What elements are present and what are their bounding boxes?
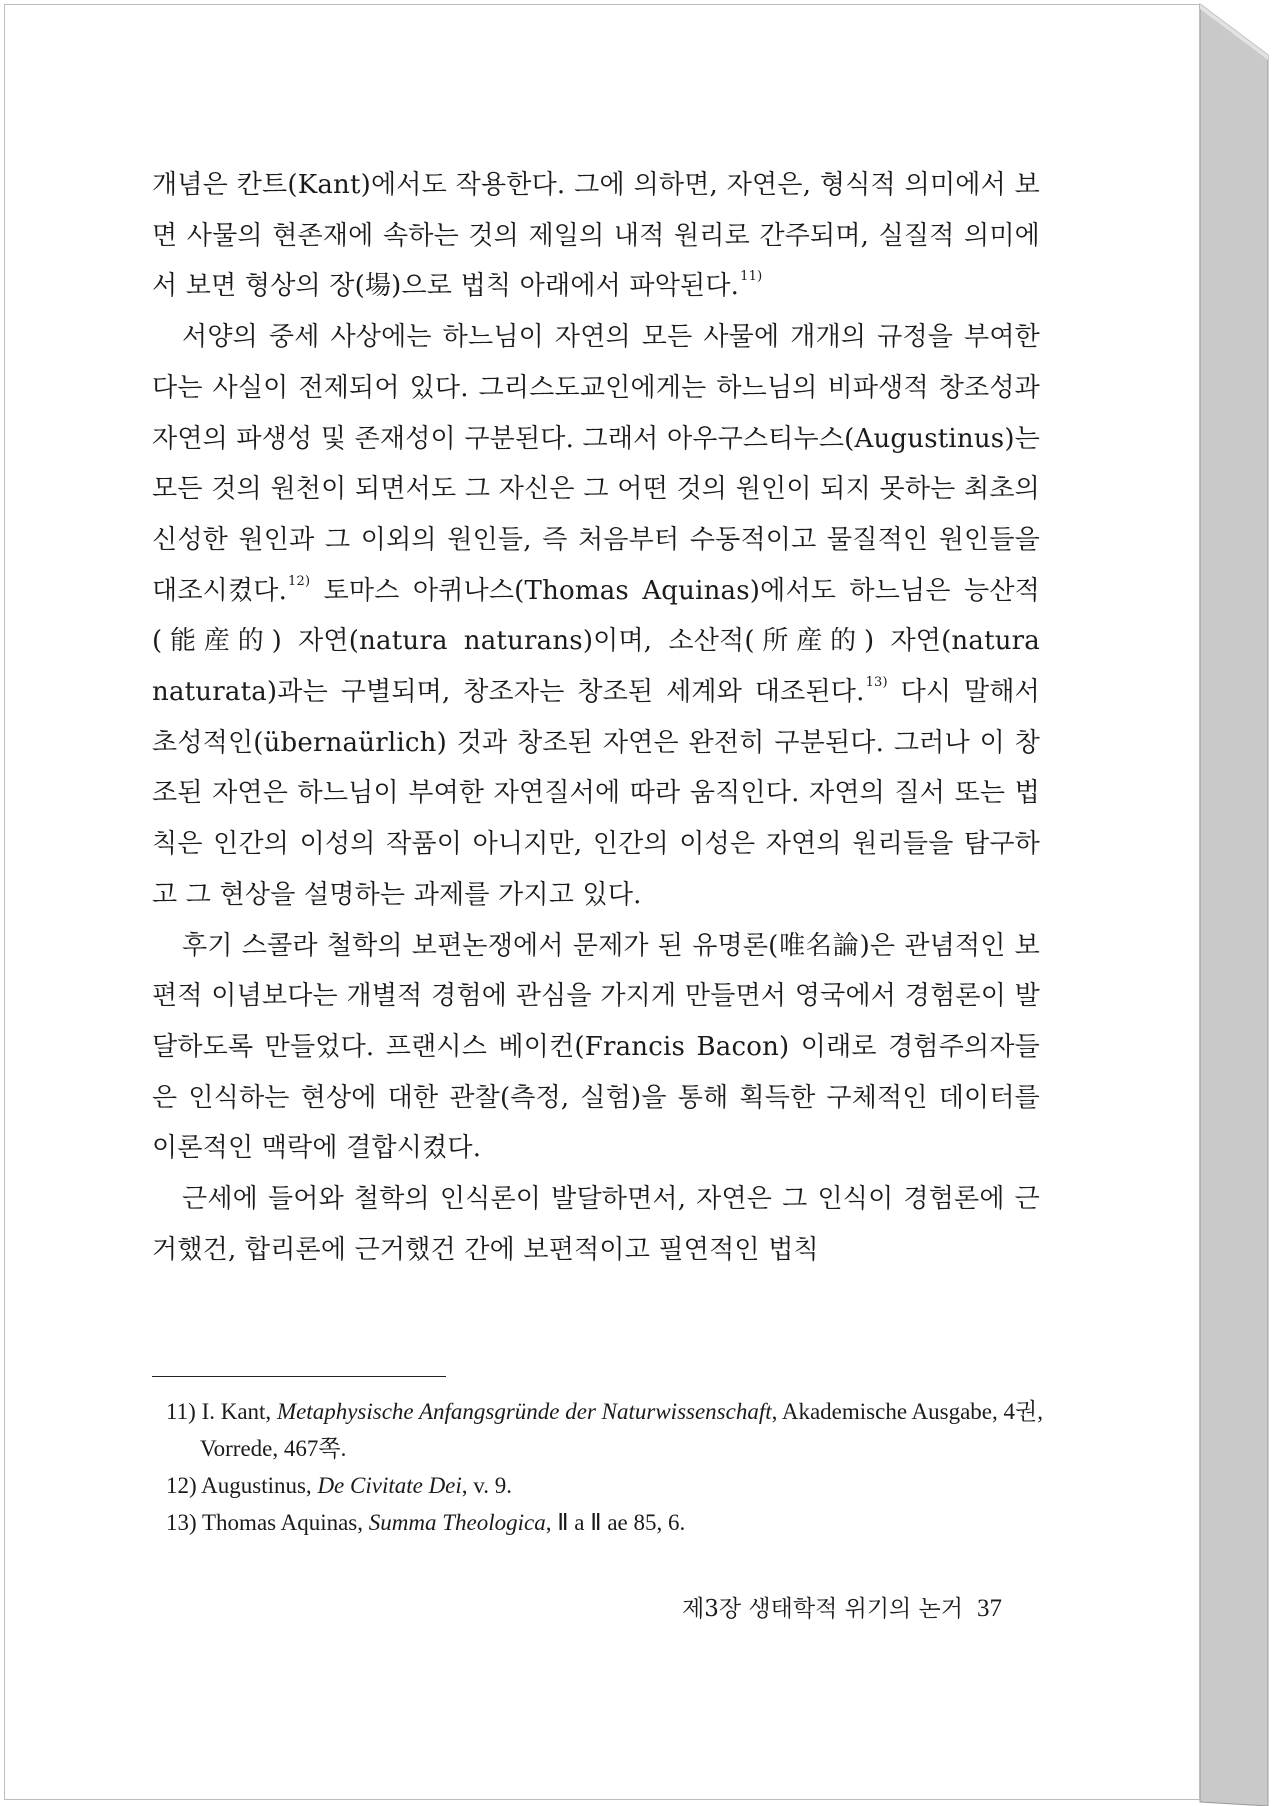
footnote-number: 11) (166, 1399, 202, 1424)
footnote-title: Summa Theologica (368, 1510, 546, 1535)
paragraph (152, 312, 1040, 920)
footnote-separator (152, 1376, 446, 1377)
footnote-text: I. Kant, (201, 1399, 277, 1424)
paragraph-text: 토마스 아퀴나스(Thomas Aquinas)에서도 하느님은 능산적(能産的) 자연(natura naturans)이며, 소산적(所産的) 자연(natura naturata)과는 구별되며, 창조자는 창조된 세계와 대조된다. (152, 575, 1040, 708)
footnote-reference: 13) (865, 675, 888, 691)
footnote-title: De Civitate Dei (317, 1473, 462, 1498)
footnote-text: , Akademische Ausgabe, 4권, Vorrede, 467쪽. (200, 1399, 1043, 1461)
paragraph-text: 근세에 들어와 철학의 인식론이 발달하면서, 자연은 그 인식이 경험론에 근거했건, 합리론에 근거했건 간에 보편적이고 필연적인 법칙 (152, 1184, 1040, 1265)
running-head: 제3장 생태학적 위기의 논거 (682, 1596, 963, 1622)
footnote-reference: 12) (288, 573, 311, 589)
paragraph-text: 서양의 중세 사상에는 하느님이 자연의 모든 사물에 개개의 규정을 부여한다는 사실이 전제되어 있다. 그리스도교인에게는 하느님의 비파생적 창조성과 자연의 파생성 및 존재성이 구분된다. 그래서 아우구스티누스(Augustinus)는 모든 것의 원천이 되면서도 그 자신은 그 어떤 것의 원인이 되지 못하는 최초의 신성한 원인과 그 이외의 원인들, 즉 처음부터 수동적이고 물질적인 원인들을 대조시켰다. (152, 322, 1041, 606)
footnote (166, 1504, 1044, 1541)
footnotes (166, 1393, 1044, 1541)
body-text (152, 160, 1040, 1275)
footnote-number: 13) (166, 1510, 202, 1535)
paragraph-text: 후기 스콜라 철학의 보편논쟁에서 문제가 된 유명론(唯名論)은 관념적인 보편적 이념보다는 개별적 경험에 관심을 가지게 만들면서 영국에서 경험론이 발달하도록 만들었다. 프랜시스 베이컨(Francis Bacon) 이래로 경험주의자들은 인식하는 현상에 대한 관찰(측정, 실험)을 통해 획득한 구체적인 데이터를 이론적인 맥락에 결합시켰다. (152, 930, 1040, 1164)
footnote-text: Augustinus, (201, 1473, 318, 1498)
footnote-reference: 11) (740, 269, 763, 285)
footnote-text: Thomas Aquinas, (202, 1510, 369, 1535)
paragraph-text: 다시 말해서 초성적인(übernaürlich) 것과 창조된 자연은 완전히 구분된다. 그러나 이 창조된 자연은 하느님이 부여한 자연질서에 따라 움직인다. 자연의 질서 또는 법칙은 인간의 이성의 작품이 아니지만, 인간의 이성은 자연의 원리들을 탐구하고 그 현상을 설명하는 과제를 가지고 있다. (152, 677, 1040, 910)
footnote-text: , Ⅱ a Ⅱ ae 85, 6. (545, 1510, 686, 1535)
paragraph (152, 921, 1040, 1175)
page-footer (682, 1590, 1002, 1623)
paragraph (152, 1174, 1040, 1275)
paragraph (152, 160, 1040, 312)
footnote (166, 1467, 1044, 1504)
footnote (166, 1393, 1044, 1467)
footnote-title: Metaphysische Anfangsgründe der Naturwissenschaft (276, 1399, 772, 1424)
paragraph-text: 개념은 칸트(Kant)에서도 작용한다. 그에 의하면, 자연은, 형식적 의미에서 보면 사물의 현존재에 속하는 것의 제일의 내적 원리로 간주되며, 실질적 의미에서 보면 형상의 장(場)으로 법칙 아래에서 파악된다. (152, 170, 1040, 302)
footnote-text: , v. 9. (461, 1473, 513, 1498)
page-number: 37 (977, 1595, 1002, 1622)
footnote-number: 12) (166, 1473, 202, 1498)
